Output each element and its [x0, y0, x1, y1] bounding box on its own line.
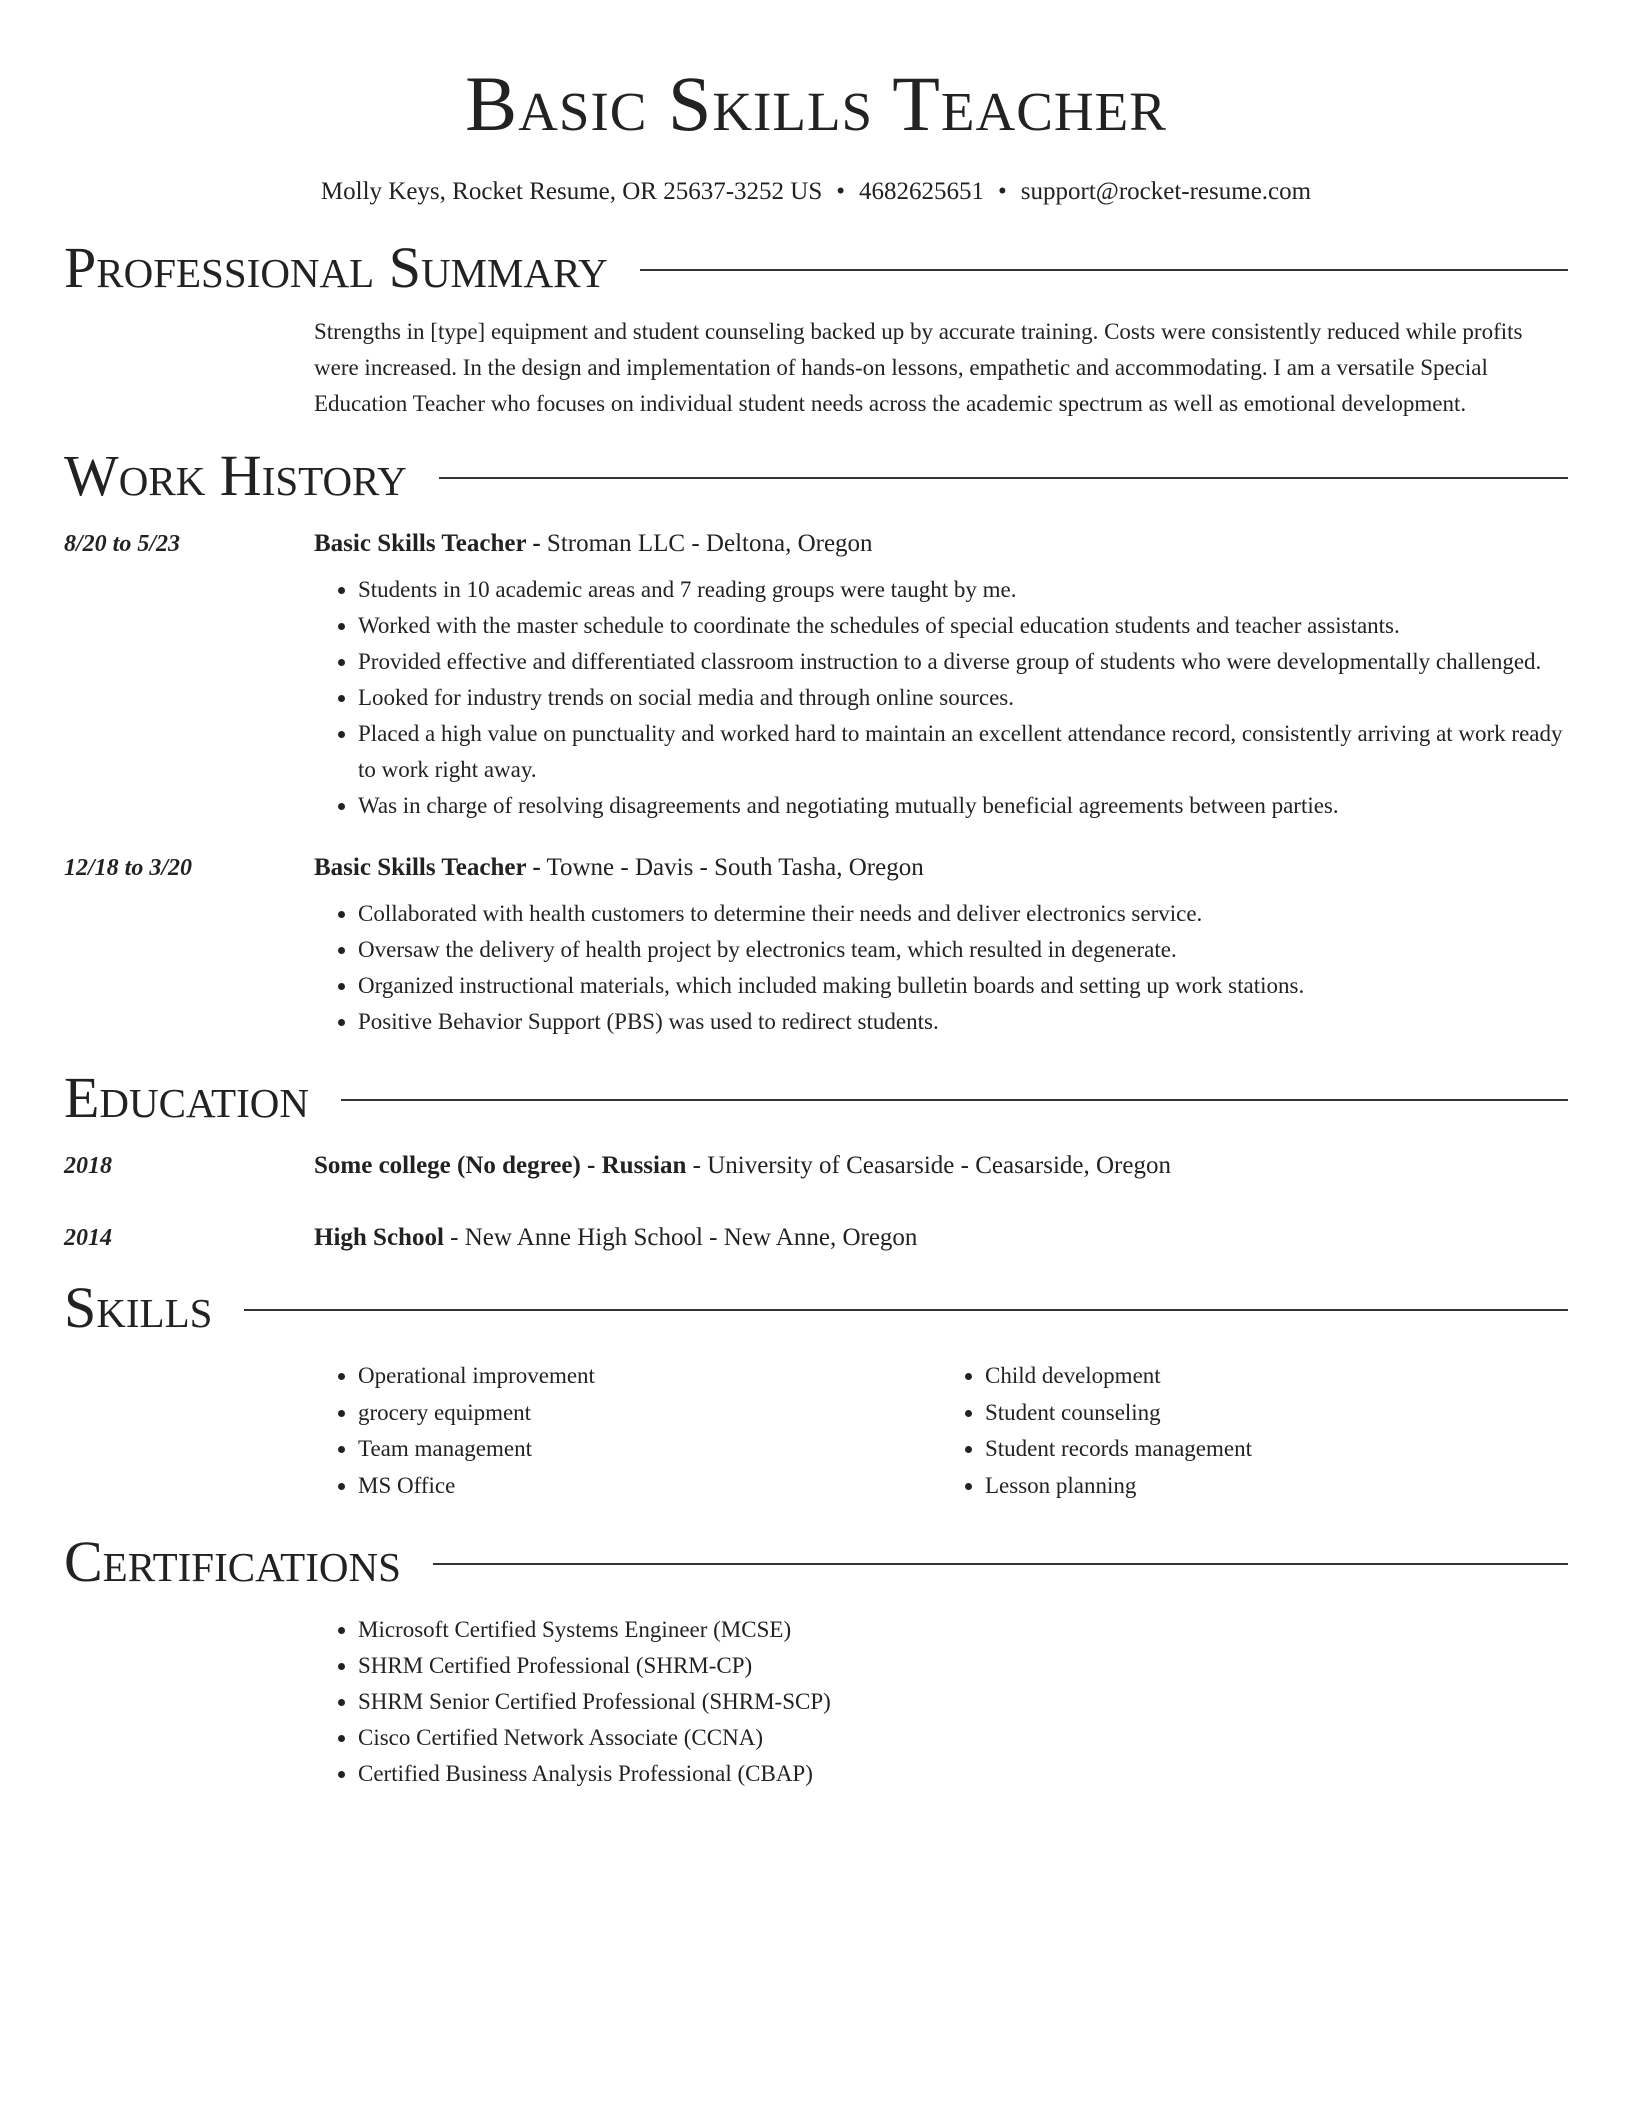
list-item: • Looked for industry trends on social media and through online sources. — [358, 680, 1568, 716]
work-heading: Work History — [64, 443, 407, 508]
education-degree: Some college (No degree) - Russian — [314, 1152, 687, 1179]
job-title: Basic Skills Teacher - — [314, 530, 541, 557]
list-item: • Microsoft Certified Systems Engineer (MCSE) — [358, 1612, 1568, 1648]
skills-grid — [64, 1358, 1568, 1504]
list-item: • Worked with the master schedule to coordinate the schedules of special education students and teacher assistants. — [358, 608, 1568, 644]
section-divider — [433, 1563, 1568, 1565]
certifications-list-wrap — [64, 1612, 1568, 1792]
contact-address: Molly Keys, Rocket Resume, OR 25637-3252 US — [320, 178, 823, 205]
list-item: • grocery equipment — [358, 1395, 941, 1432]
contact-line — [64, 174, 1568, 210]
education-year: 2018 — [64, 1153, 112, 1179]
resume-name: Basic Skills Teacher — [465, 60, 1167, 147]
list-item: • Collaborated with health customers to determine their needs and deliver electronics service. — [358, 896, 1568, 932]
list-item: • Placed a high value on punctuality and worked hard to maintain an excellent attendance record, consistently arriving at work ready to work right away. — [358, 716, 1568, 788]
contact-phone: 4682625651 — [859, 178, 985, 205]
section-divider — [244, 1309, 1568, 1311]
contact-separator: • — [998, 178, 1007, 205]
job-details: Towne - Davis - South Tasha, Oregon — [540, 854, 924, 881]
list-item: • Provided effective and differentiated classroom instruction to a diverse group of students who were developmentally challenged. — [358, 644, 1568, 680]
skills-column-right — [941, 1358, 1568, 1504]
job-dates: 8/20 to 5/23 — [64, 531, 181, 557]
job-heading — [314, 524, 1568, 564]
job-details: Stroman LLC - Deltona, Oregon — [540, 530, 873, 557]
job-entry — [64, 848, 1568, 1040]
contact-email[interactable]: support@rocket-resume.com — [1020, 178, 1312, 205]
education-degree: High School — [314, 1224, 444, 1251]
certifications-heading: Certifications — [64, 1529, 401, 1594]
education-year: 2014 — [64, 1225, 112, 1251]
skills-column-left — [314, 1358, 941, 1504]
section-divider — [341, 1099, 1568, 1101]
education-details: - New Anne High School - New Anne, Oregon — [443, 1224, 918, 1251]
education-heading-line — [314, 1146, 1171, 1186]
skills-section-heading — [64, 1272, 1568, 1344]
job-bullets — [314, 572, 1568, 824]
summary-heading: Professional Summary — [64, 235, 608, 300]
list-item: • Organized instructional materials, which included making bulletin boards and setting up work stations. — [358, 968, 1568, 1004]
list-item: • Positive Behavior Support (PBS) was used to redirect students. — [358, 1004, 1568, 1040]
certifications-section-heading — [64, 1526, 1568, 1598]
list-item: • Cisco Certified Network Associate (CCNA) — [358, 1720, 1568, 1756]
contact-separator: • — [836, 178, 846, 205]
list-item: • Certified Business Analysis Professional (CBAP) — [358, 1756, 1568, 1792]
education-entry — [64, 1218, 1568, 1258]
work-section-heading — [64, 440, 1568, 512]
section-divider — [439, 477, 1568, 479]
education-details: - University of Ceasarside - Ceasarside, Oregon — [686, 1152, 1171, 1179]
section-divider — [640, 269, 1568, 271]
education-heading-line — [314, 1218, 917, 1258]
skills-heading: Skills — [64, 1275, 213, 1340]
summary-text: Strengths in [type] equipment and student counseling backed up by accurate training. Costs were consistently reduced while profits were increased. In the design and implementation of hands-on lessons, empathetic and accommodating. I am a versatile Special Education Teacher who focuses on individual student needs across the academic spectrum as well as emotional development. — [314, 319, 1523, 416]
education-entry — [64, 1146, 1568, 1186]
job-dates: 12/18 to 3/20 — [64, 855, 193, 881]
education-heading: Education — [64, 1065, 309, 1130]
summary-section-heading — [64, 232, 1568, 304]
list-item: • SHRM Senior Certified Professional (SHRM-SCP) — [358, 1684, 1568, 1720]
list-item: • Team management — [358, 1431, 941, 1468]
certifications-list — [314, 1612, 1568, 1792]
list-item: • Oversaw the delivery of health project by electronics team, which resulted in degenerate. — [358, 932, 1568, 968]
job-entry — [64, 524, 1568, 824]
list-item: • SHRM Certified Professional (SHRM-CP) — [358, 1648, 1568, 1684]
list-item: • Lesson planning — [985, 1468, 1568, 1505]
job-title: Basic Skills Teacher - — [314, 854, 541, 881]
list-item: • Was in charge of resolving disagreements and negotiating mutually beneficial agreements between parties. — [358, 788, 1568, 824]
list-item: • Operational improvement — [358, 1358, 941, 1395]
list-item: • Student records management — [985, 1431, 1568, 1468]
list-item: • Student counseling — [985, 1395, 1568, 1432]
job-bullets — [314, 896, 1568, 1040]
education-section-heading — [64, 1062, 1568, 1134]
list-item: • Child development — [985, 1358, 1568, 1395]
list-item: • MS Office — [358, 1468, 941, 1505]
list-item: • Students in 10 academic areas and 7 reading groups were taught by me. — [358, 572, 1568, 608]
job-heading — [314, 848, 1568, 888]
